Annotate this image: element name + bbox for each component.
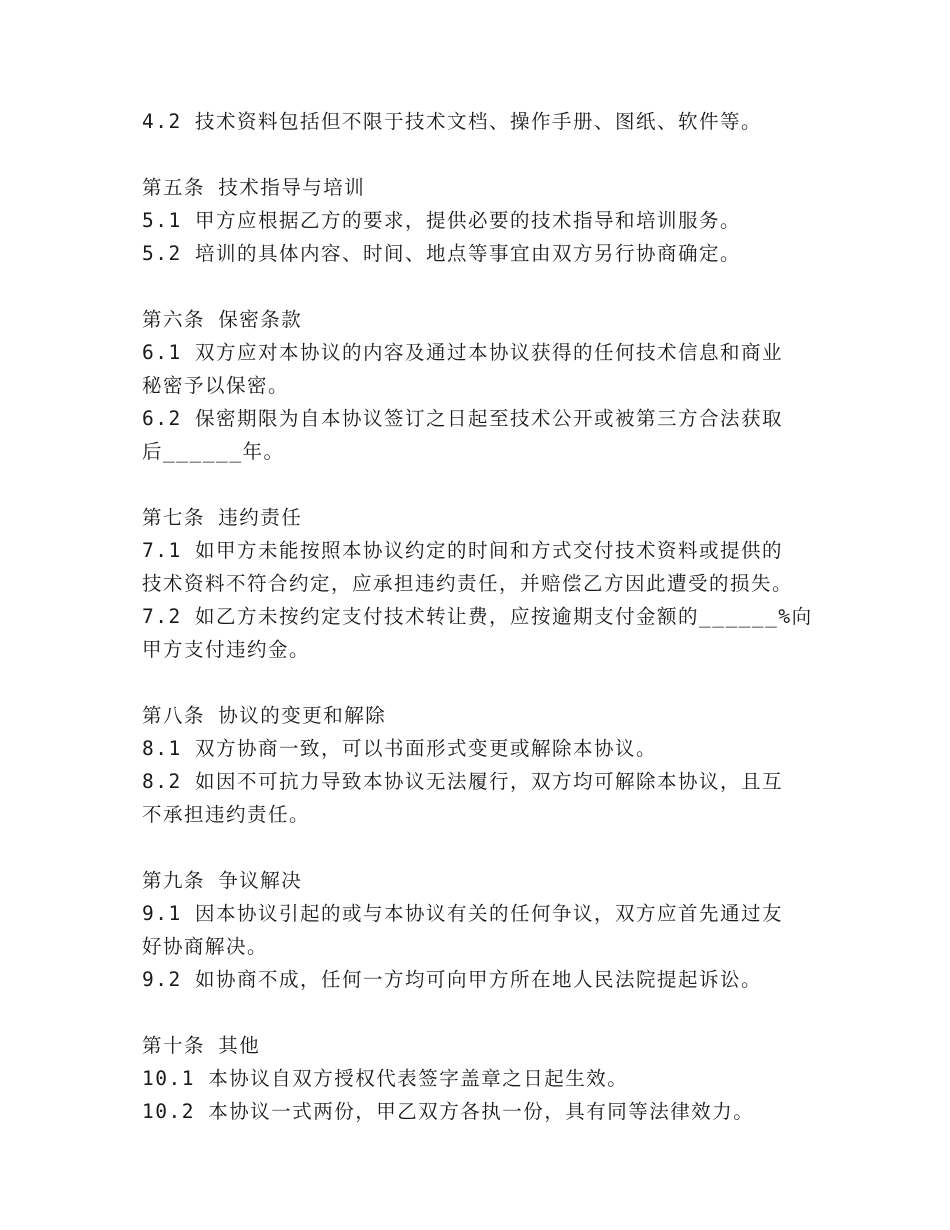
clause-line: 好协商解决。 [142,935,269,958]
article-heading: 第六条 保密条款 [142,308,303,331]
document-body [142,105,832,1161]
clause-line: 9.1 因本协议引起的或与本协议有关的任何争议，双方应首先通过友 [142,902,783,925]
clause-line: 8.1 双方协商一致，可以书面形式变更或解除本协议。 [142,737,657,760]
clause-line: 秘密予以保密。 [142,374,290,397]
clause-line: 后______年。 [142,440,285,463]
clause-line: 甲方支付违约金。 [142,638,311,661]
clause-line: 不承担违约责任。 [142,803,311,826]
clause-line: 4.2 技术资料包括但不限于技术文档、操作手册、图纸、软件等。 [142,110,762,133]
clause-line: 技术资料不符合约定，应承担违约责任，并赔偿乙方因此遭受的损失。 [142,572,794,595]
clause-line: 7.1 如甲方未能按照本协议约定的时间和方式交付技术资料或提供的 [142,539,783,562]
clause-4-continuation [142,105,832,138]
article-heading: 第八条 协议的变更和解除 [142,704,387,727]
article-9 [142,864,832,996]
clause-line: 6.1 双方应对本协议的内容及通过本协议获得的任何技术信息和商业 [142,341,783,364]
article-heading: 第十条 其他 [142,1034,261,1057]
article-heading: 第九条 争议解决 [142,869,303,892]
article-8 [142,699,832,831]
clause-line: 6.2 保密期限为自本协议签订之日起至技术公开或被第三方合法获取 [142,407,783,430]
article-heading: 第五条 技术指导与培训 [142,176,366,199]
clause-line: 10.2 本协议一式两份，甲乙双方各执一份，具有同等法律效力。 [142,1100,755,1123]
article-5 [142,171,832,270]
clause-line: 5.2 培训的具体内容、时间、地点等事宜由双方另行协商确定。 [142,242,741,265]
clause-line: 5.1 甲方应根据乙方的要求，提供必要的技术指导和培训服务。 [142,209,741,232]
clause-line: 10.1 本协议自双方授权代表签字盖章之日起生效。 [142,1067,629,1090]
article-7 [142,501,832,666]
article-10 [142,1029,832,1128]
clause-line: 8.2 如因不可抗力导致本协议无法履行，双方均可解除本协议，且互 [142,770,783,793]
article-6 [142,303,832,468]
clause-line: 9.2 如协商不成，任何一方均可向甲方所在地人民法院提起诉讼。 [142,968,762,991]
clause-line: 7.2 如乙方未按约定支付技术转让费，应按逾期支付金额的______%向 [142,605,813,628]
article-heading: 第七条 违约责任 [142,506,303,529]
